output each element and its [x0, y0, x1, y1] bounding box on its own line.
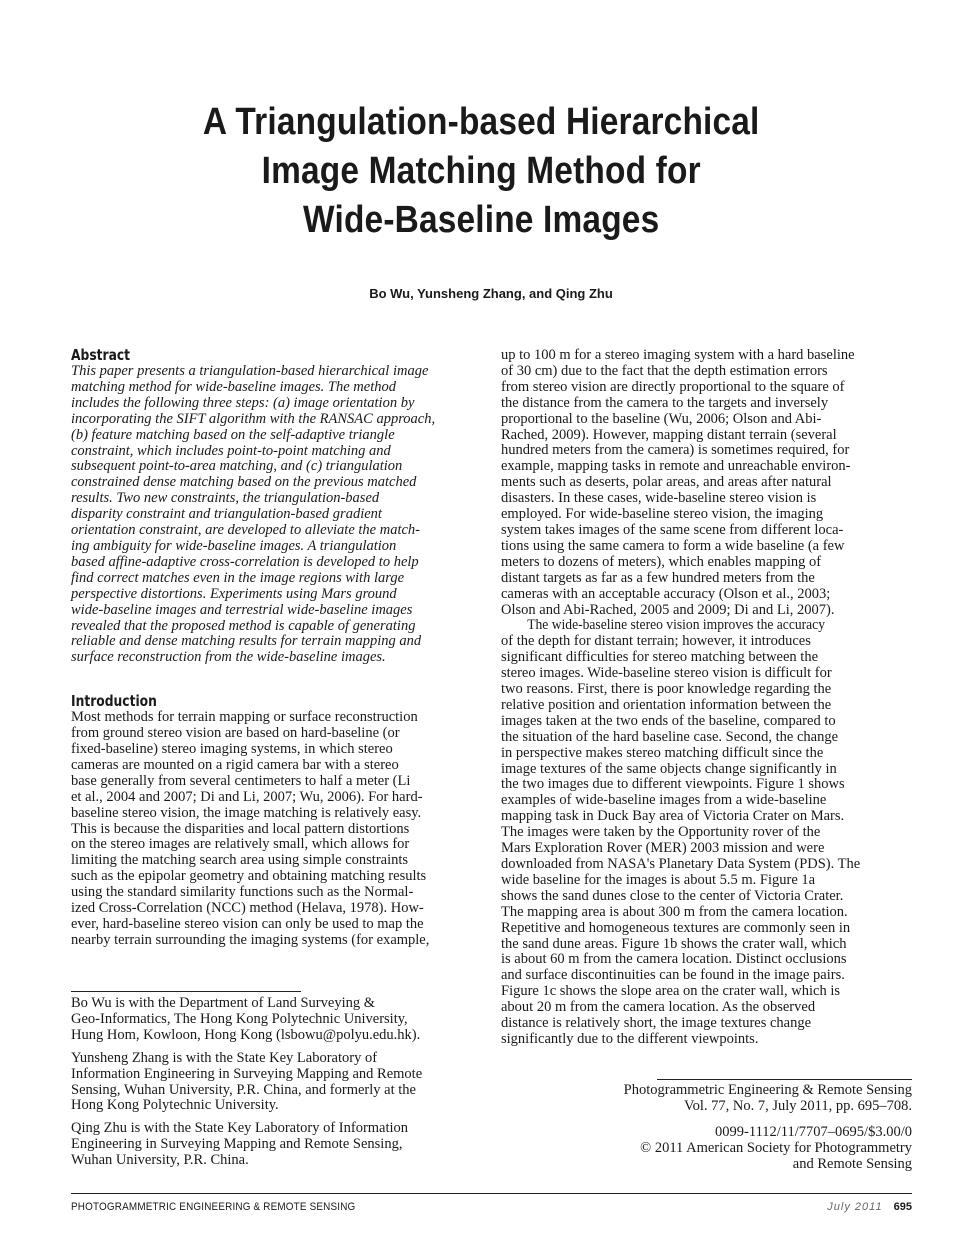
- text-line: up to 100 m for a stereo imaging system with a hard baseline: [501, 347, 855, 363]
- text-line: disasters. In these cases, wide-baseline stereo vision is: [501, 490, 817, 507]
- text-line: mapping task in Duck Bay area of Victoria Crater on Mars.: [501, 808, 845, 825]
- footnote-line: Sensing, Wuhan University, P.R. China, and formerly at the: [71, 1081, 416, 1098]
- text-line: incorporating the SIFT algorithm with the RANSAC approach,: [71, 410, 436, 427]
- text-line: on the stereo images are relatively small, which allows for: [71, 836, 410, 853]
- text-line: cameras with an acceptable accuracy (Olson et al., 2003;: [501, 585, 831, 602]
- text-line: the sand dune areas. Figure 1b shows the crater wall, which: [501, 935, 847, 952]
- text-line: the distance from the camera to the targets and inversely: [501, 394, 829, 411]
- title-line: Image Matching Method for: [261, 150, 701, 192]
- copyright: © 2011 American Society for Photogrammetry: [640, 1139, 912, 1156]
- text-line: Most methods for terrain mapping or surface reconstruction: [71, 709, 418, 726]
- footnote-line: Information Engineering in Surveying Mapping and Remote: [71, 1065, 423, 1082]
- title-line: A Triangulation-based Hierarchical: [202, 101, 760, 143]
- text-line: This paper presents a triangulation-based hierarchical image: [71, 363, 429, 379]
- pub-info-rule: [657, 1079, 912, 1080]
- text-line: includes the following three steps: (a) image orientation by: [71, 394, 415, 411]
- text-line: two reasons. First, there is poor knowledge regarding the: [501, 681, 832, 698]
- text-line: downloaded from NASA's Planetary Data System (PDS). The: [501, 856, 861, 872]
- text-line: reliable and dense matching results for terrain mapping and: [71, 633, 422, 650]
- text-line: relative position and orientation information between the: [501, 696, 832, 713]
- text-line: image textures of the same objects change significantly in: [501, 760, 837, 777]
- text-line: ing ambiguity for wide-baseline images. A triangulation: [71, 537, 397, 554]
- text-line: from ground stereo vision are based on hard-baseline (or: [71, 725, 400, 742]
- text-line: hundred meters from the camera) is sometimes required, for: [501, 442, 850, 459]
- text-line: distance is relatively short, the image textures change: [501, 1015, 812, 1032]
- text-line: distant targets as far as a few hundred meters from the: [501, 569, 815, 586]
- running-footer-journal: PHOTOGRAMMETRIC ENGINEERING & REMOTE SENSING: [71, 1201, 356, 1213]
- text-line: fixed-baseline) stereo imaging systems, in which stereo: [71, 741, 393, 758]
- publication-info: [572, 1083, 912, 1173]
- footnote-line: Geo-Informatics, The Hong Kong Polytechnic University,: [71, 1010, 408, 1027]
- text-line: proportional to the baseline (Wu, 2006; Olson and Abi-: [501, 410, 822, 427]
- copyright: and Remote Sensing: [792, 1155, 912, 1172]
- text-line: the situation of the hard baseline case. Second, the change: [501, 728, 839, 745]
- footnote-line: Wuhan University, P.R. China.: [71, 1152, 249, 1169]
- introduction-heading: Introduction: [71, 692, 157, 711]
- text-line: constraint, which includes point-to-point matching and: [71, 442, 391, 459]
- text-line: Olson and Abi-Rached, 2005 and 2009; Di and Li, 2007).: [501, 601, 835, 618]
- text-line: ized Cross-Correlation (NCC) method (Helava, 1978). How-: [71, 900, 424, 917]
- volume-info: Vol. 77, No. 7, July 2011, pp. 695–708.: [684, 1097, 912, 1114]
- text-line: significantly due to the different viewpoints.: [501, 1030, 759, 1047]
- text-line: et al., 2004 and 2007; Di and Li, 2007; Wu, 2006). For hard-: [71, 788, 423, 805]
- text-line: the two images due to different viewpoints. Figure 1 shows: [501, 776, 845, 793]
- paragraph: [501, 618, 912, 1047]
- text-line: in perspective makes stereo matching difficult since the: [501, 744, 824, 761]
- text-line: find correct matches even in the image regions with large: [71, 569, 405, 586]
- footnote-line: Yunsheng Zhang is with the State Key Laboratory of: [71, 1049, 378, 1066]
- text-line: system takes images of the same scene from different loca-: [501, 521, 844, 538]
- text-line: matching method for wide-baseline images. The method: [71, 378, 396, 395]
- text-line: meters to dozens of meters), which enables mapping of: [501, 553, 822, 570]
- left-column: [71, 346, 483, 949]
- abstract-heading: Abstract: [71, 346, 131, 364]
- text-line: about 20 m from the camera location. As the observed: [501, 999, 816, 1016]
- text-line: Mars Exploration Rover (MER) 2003 mission and were: [501, 840, 825, 857]
- footnote-line: Hong Kong Polytechnic University.: [71, 1097, 279, 1114]
- text-line: constrained dense matching based on the previous matched: [71, 474, 417, 491]
- text-line: stereo images. Wide-baseline stereo vision is difficult for: [501, 665, 832, 682]
- text-line: shows the sand dunes close to the center of Victoria Crater.: [501, 887, 844, 904]
- text-line: base generally from several centimeters to half a meter (Li: [71, 772, 411, 789]
- text-line: of 30 cm) due to the fact that the depth estimation errors: [501, 362, 828, 379]
- text-line: wide-baseline images and terrestrial wide-baseline images: [71, 601, 413, 618]
- footnote-line: Hung Hom, Kowloon, Hong Kong (lsbowu@polyu.edu.hk).: [71, 1026, 421, 1043]
- abstract-body: [71, 364, 483, 666]
- text-line: cameras are mounted on a rigid camera bar with a stereo: [71, 756, 399, 773]
- footnote: [71, 1051, 483, 1115]
- footer-rule: [71, 1193, 912, 1194]
- text-line: Figure 1c shows the slope area on the crater wall, which is: [501, 983, 841, 1000]
- text-line: based affine-adaptive cross-correlation is developed to help: [71, 553, 419, 570]
- text-line: using the standard similarity functions such as the Normal-: [71, 884, 414, 901]
- text-line: limiting the matching search area using simple constraints: [71, 852, 409, 869]
- paper-title: [59, 98, 904, 245]
- text-line: nearby terrain surrounding the imaging systems (for example,: [71, 931, 430, 948]
- text-line: examples of wide-baseline images from a wide-baseline: [501, 792, 827, 809]
- right-column: [501, 348, 912, 1048]
- title-line: Wide-Baseline Images: [303, 199, 660, 241]
- text-line: (b) feature matching based on the self-adaptive triangle: [71, 426, 395, 443]
- text-line: ever, hard-baseline stereo vision can only be used to map the: [71, 916, 424, 932]
- footnote-line: Bo Wu is with the Department of Land Surveying &: [71, 995, 376, 1011]
- text-line: disparity constraint and triangulation-based gradient: [71, 506, 382, 523]
- text-line: surface reconstruction from the wide-baseline images.: [71, 649, 386, 666]
- text-line: The wide-baseline stereo vision improves the accuracy: [527, 617, 825, 634]
- footer-date: July 2011: [827, 1201, 883, 1213]
- footnote-rule: [71, 991, 301, 992]
- text-line: ments such as deserts, polar areas, and areas after natural: [501, 474, 832, 491]
- text-line: The images were taken by the Opportunity rover of the: [501, 824, 821, 841]
- text-line: wide baseline for the images is about 5.5 m. Figure 1a: [501, 871, 816, 888]
- footnote-line: Qing Zhu is with the State Key Laboratory of Information: [71, 1120, 409, 1137]
- text-line: results. Two new constraints, the triangulation-based: [71, 490, 380, 507]
- text-line: such as the epipolar geometry and obtaining matching results: [71, 868, 427, 885]
- text-line: images taken at the two ends of the baseline, compared to: [501, 712, 836, 729]
- footnote: [71, 996, 483, 1044]
- text-line: This is because the disparities and local pattern distortions: [71, 820, 410, 837]
- author-affiliation-footnotes: [71, 996, 483, 1176]
- issn: 0099-1112/11/7707–0695/$3.00/0: [715, 1123, 912, 1140]
- text-line: Repetitive and homogeneous textures are commonly seen in: [501, 919, 851, 936]
- journal-name: Photogrammetric Engineering & Remote Sensing: [623, 1082, 912, 1098]
- text-line: and surface discontinuities can be found in the image pairs.: [501, 967, 845, 984]
- text-line: example, mapping tasks in remote and unreachable environ-: [501, 458, 851, 475]
- running-footer-page: [827, 1201, 912, 1213]
- text-line: The mapping area is about 300 m from the camera location.: [501, 903, 848, 920]
- author-list: Bo Wu, Yunsheng Zhang, and Qing Zhu: [369, 286, 613, 301]
- text-line: tions using the same camera to form a wide baseline (a few: [501, 537, 845, 554]
- text-line: is about 60 m from the camera location. Distinct occlusions: [501, 951, 847, 968]
- text-line: significant difficulties for stereo matching between the: [501, 649, 819, 666]
- text-line: baseline stereo vision, the image matching is relatively easy.: [71, 804, 422, 821]
- footnote-line: Engineering in Surveying Mapping and Remote Sensing,: [71, 1136, 403, 1153]
- text-line: employed. For wide-baseline stereo vision, the imaging: [501, 506, 824, 523]
- text-line: of the depth for distant terrain; however, it introduces: [501, 633, 811, 650]
- text-line: from stereo vision are directly proportional to the square of: [501, 378, 845, 395]
- text-line: orientation constraint, are developed to alleviate the match-: [71, 522, 420, 539]
- introduction-body: [71, 710, 483, 949]
- text-line: perspective distortions. Experiments using Mars ground: [71, 585, 397, 602]
- text-line: revealed that the proposed method is capable of generating: [71, 617, 416, 634]
- page-number: 695: [893, 1201, 912, 1213]
- paragraph: [501, 348, 912, 618]
- footnote: [71, 1121, 483, 1169]
- text-line: Rached, 2009). However, mapping distant terrain (several: [501, 426, 837, 443]
- text-line: subsequent point-to-area matching, and (c) triangulation: [71, 458, 403, 475]
